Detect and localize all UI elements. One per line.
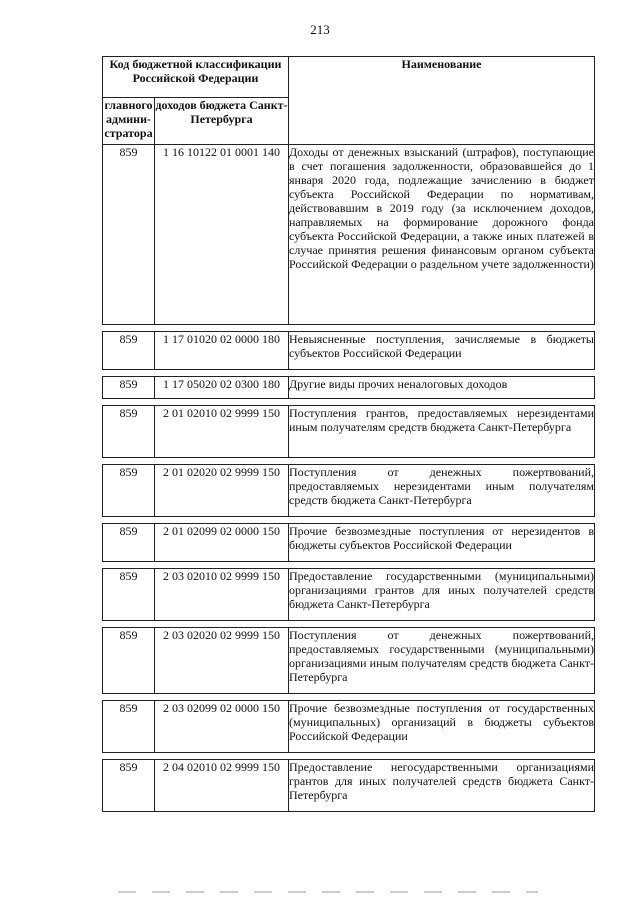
- admin-code: 859: [103, 332, 155, 370]
- table-row: [103, 465, 595, 517]
- header-budget-classification-code: Код бюджетной классификации Российской Федерации: [103, 57, 289, 98]
- income-code: 2 01 02010 02 9999 150: [155, 406, 289, 458]
- income-code: 1 17 01020 02 0000 180: [155, 332, 289, 370]
- income-code: 2 03 02020 02 9999 150: [155, 628, 289, 694]
- table-row: [103, 524, 595, 562]
- income-name: Поступления грантов, предоставляемых нерезидентами иным получателям средств бюджета Санкт-Петербурга: [289, 406, 595, 458]
- income-code: 2 04 02010 02 9999 150: [155, 760, 289, 812]
- table-row: [103, 701, 595, 753]
- table-row: [103, 377, 595, 399]
- scan-artifact-marks: [118, 891, 538, 893]
- income-name: Невыясненные поступления, зачисляемые в бюджеты субъектов Российской Федерации: [289, 332, 595, 370]
- income-code: 2 01 02020 02 9999 150: [155, 465, 289, 517]
- income-code: 1 17 05020 02 0300 180: [155, 377, 289, 399]
- income-code: 1 16 10122 01 0001 140: [155, 145, 289, 325]
- page-number: 213: [310, 22, 330, 37]
- admin-code: 859: [103, 701, 155, 753]
- admin-code: 859: [103, 524, 155, 562]
- admin-code: 859: [103, 628, 155, 694]
- table-row: [103, 145, 595, 325]
- income-name: Прочие безвозмездные поступления от государственных (муниципальных) организаций в бюджеты субъектов Российской Федерации: [289, 701, 595, 753]
- admin-code: 859: [103, 569, 155, 621]
- admin-code: 859: [103, 406, 155, 458]
- income-name: Поступления от денежных пожертвований, предоставляемых государственными (муниципальными) организациями иным получателям средств бюджета Санкт-Петербурга: [289, 628, 595, 694]
- admin-code: 859: [103, 465, 155, 517]
- income-name: Другие виды прочих неналоговых доходов: [289, 377, 595, 399]
- income-name: Предоставление негосударственными организациями грантов для иных получателей средств бюджета Санкт-Петербурга: [289, 760, 595, 812]
- table-row: [103, 760, 595, 812]
- income-code: 2 03 02099 02 0000 150: [155, 701, 289, 753]
- table-row: [103, 628, 595, 694]
- admin-code: 859: [103, 145, 155, 325]
- income-name: Доходы от денежных взысканий (штрафов), поступающие в счет погашения задолженности, образовавшейся до 1 января 2020 года, подлежащие зачислению в бюджет субъекта Российской Федерации по нормативам, действовавшим в 2019 году (за исключением доходов, направляемых на формирование дорожного фонда субъекта Российской Федерации, а также иных платежей в случае принятия решения финансовым органом субъекта Российской Федерации о раздельном учете задолженности): [289, 145, 595, 325]
- income-code: 2 01 02099 02 0000 150: [155, 524, 289, 562]
- header-income-code: доходов бюджета Санкт-Петербурга: [155, 98, 289, 145]
- table-row: [103, 332, 595, 370]
- income-name: Поступления от денежных пожертвований, предоставляемых нерезидентами иным получателям средств бюджета Санкт-Петербурга: [289, 465, 595, 517]
- income-name: Прочие безвозмездные поступления от нерезидентов в бюджеты субъектов Российской Федерации: [289, 524, 595, 562]
- header-name: Наименование: [289, 57, 595, 145]
- budget-classification-table: [102, 56, 595, 812]
- income-name: Предоставление государственными (муниципальными) организациями грантов для иных получателей средств бюджета Санкт-Петербурга: [289, 569, 595, 621]
- income-code: 2 03 02010 02 9999 150: [155, 569, 289, 621]
- header-main-administrator: главного админи-стратора: [103, 98, 155, 145]
- table-row: [103, 569, 595, 621]
- admin-code: 859: [103, 760, 155, 812]
- admin-code: 859: [103, 377, 155, 399]
- table-row: [103, 406, 595, 458]
